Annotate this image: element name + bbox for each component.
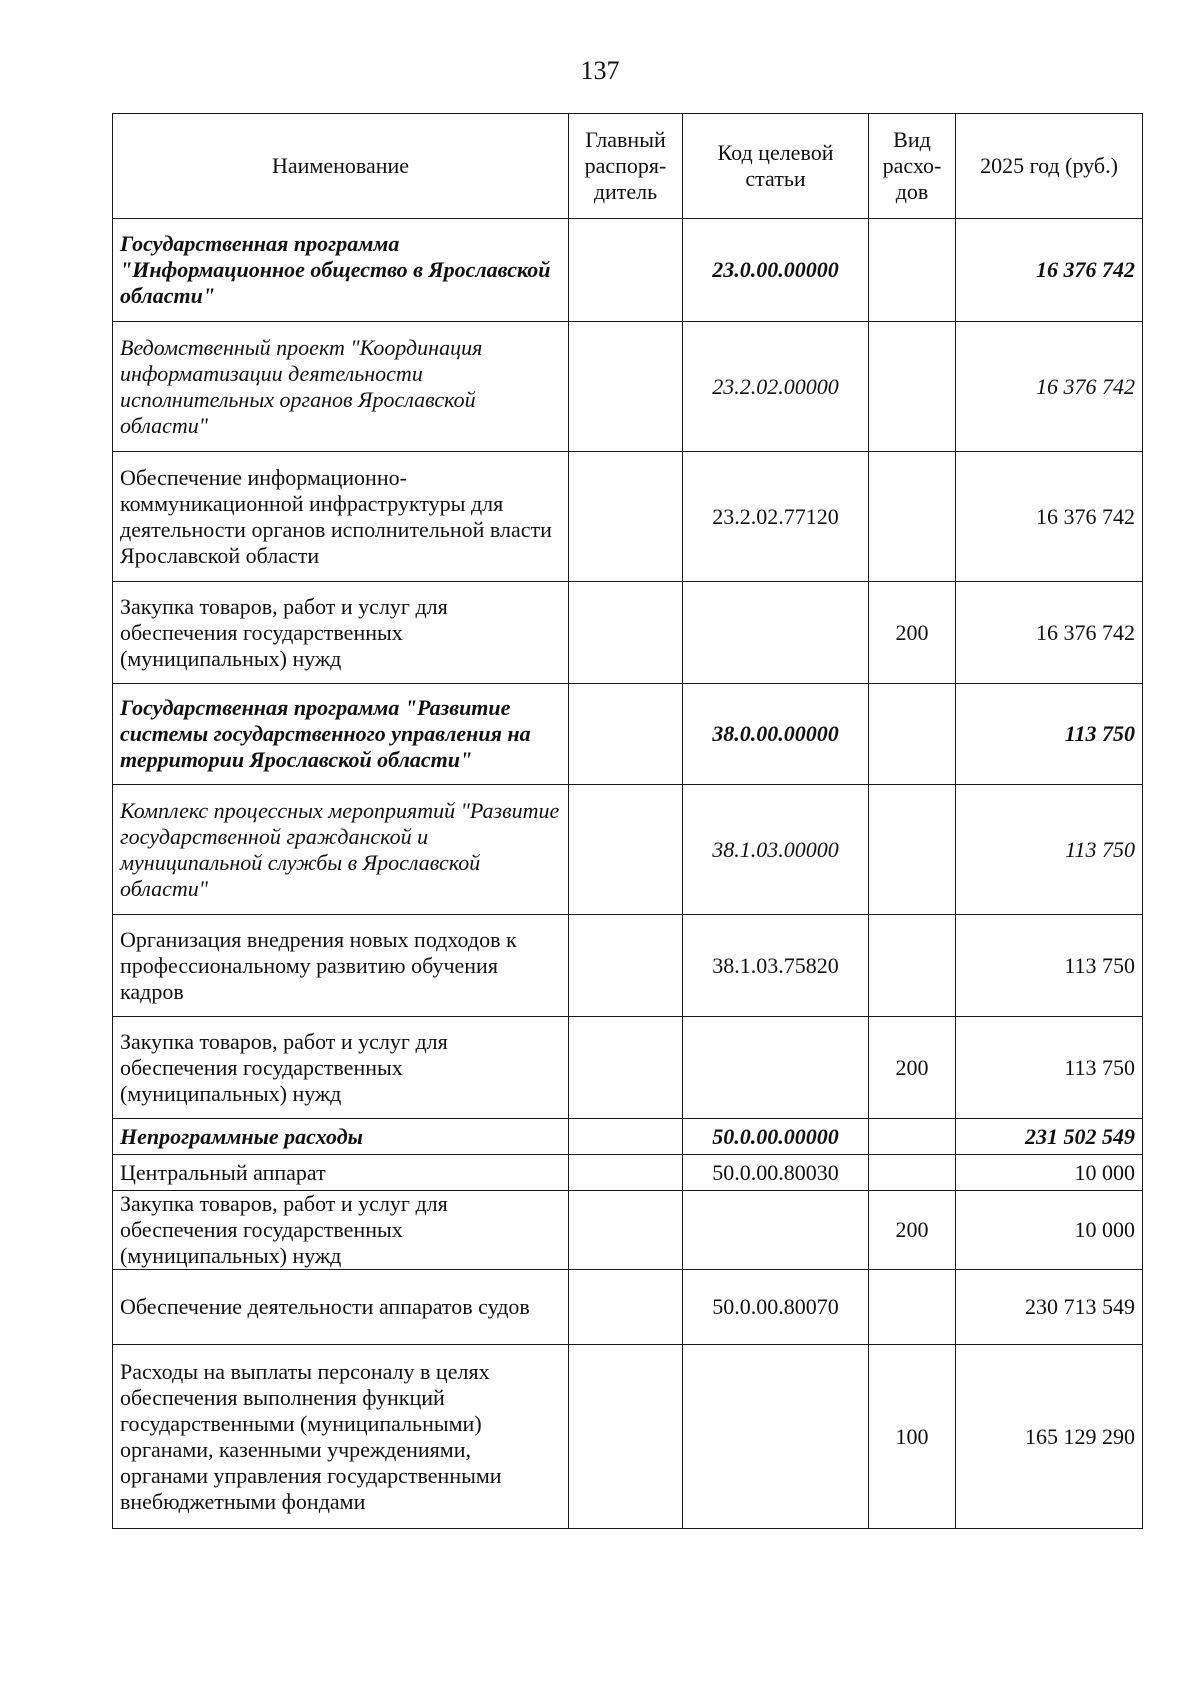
table-row bbox=[113, 452, 1143, 582]
row-type-cell bbox=[869, 219, 956, 322]
row-amount-cell: 10 000 bbox=[956, 1191, 1143, 1270]
row-admin-cell bbox=[569, 1270, 683, 1345]
row-amount-cell: 113 750 bbox=[956, 1017, 1143, 1119]
row-code-cell: 23.2.02.00000 bbox=[683, 322, 869, 452]
table-row bbox=[113, 322, 1143, 452]
row-admin-cell bbox=[569, 1191, 683, 1270]
row-code-cell: 50.0.00.80030 bbox=[683, 1155, 869, 1191]
table-row bbox=[113, 785, 1143, 915]
row-admin-cell bbox=[569, 785, 683, 915]
row-type-cell bbox=[869, 915, 956, 1017]
row-amount-cell: 165 129 290 bbox=[956, 1345, 1143, 1529]
row-amount-cell: 113 750 bbox=[956, 915, 1143, 1017]
budget-table bbox=[112, 113, 1143, 1529]
row-amount-cell: 16 376 742 bbox=[956, 452, 1143, 582]
row-code-cell: 50.0.00.80070 bbox=[683, 1270, 869, 1345]
row-name-cell: Закупка товаров, работ и услуг для обеспечения государственных (муниципальных) нужд bbox=[113, 582, 569, 684]
row-name-cell: Государственная программа "Информационное общество в Ярославской области" bbox=[113, 219, 569, 322]
row-admin-cell bbox=[569, 219, 683, 322]
header-admin: Главный распоря-дитель bbox=[569, 114, 683, 219]
row-type-cell bbox=[869, 452, 956, 582]
header-amount: 2025 год (руб.) bbox=[956, 114, 1143, 219]
table-row bbox=[113, 1119, 1143, 1155]
row-code-cell: 38.0.00.00000 bbox=[683, 684, 869, 785]
row-admin-cell bbox=[569, 1155, 683, 1191]
row-amount-cell: 230 713 549 bbox=[956, 1270, 1143, 1345]
row-name-cell: Расходы на выплаты персоналу в целях обеспечения выполнения функций государственными (муниципальными) органами, казенными учреждениями, органами управления государственными внебюджетными фондами bbox=[113, 1345, 569, 1529]
row-type-cell: 200 bbox=[869, 1017, 956, 1119]
table-row bbox=[113, 219, 1143, 322]
row-code-cell: 38.1.03.00000 bbox=[683, 785, 869, 915]
table-row bbox=[113, 1191, 1143, 1270]
table-row bbox=[113, 915, 1143, 1017]
row-type-cell: 100 bbox=[869, 1345, 956, 1529]
row-type-cell bbox=[869, 684, 956, 785]
row-amount-cell: 16 376 742 bbox=[956, 322, 1143, 452]
row-name-cell: Центральный аппарат bbox=[113, 1155, 569, 1191]
row-type-cell: 200 bbox=[869, 582, 956, 684]
row-type-cell bbox=[869, 1119, 956, 1155]
header-code: Код целевой статьи bbox=[683, 114, 869, 219]
row-amount-cell: 16 376 742 bbox=[956, 219, 1143, 322]
row-name-cell: Ведомственный проект "Координация информатизации деятельности исполнительных органов Ярославской области" bbox=[113, 322, 569, 452]
row-code-cell: 23.0.00.00000 bbox=[683, 219, 869, 322]
header-type: Вид расхо-дов bbox=[869, 114, 956, 219]
row-admin-cell bbox=[569, 1345, 683, 1529]
table-row bbox=[113, 1345, 1143, 1529]
row-name-cell: Закупка товаров, работ и услуг для обеспечения государственных (муниципальных) нужд bbox=[113, 1017, 569, 1119]
row-admin-cell bbox=[569, 1119, 683, 1155]
scan-mark bbox=[100, 1580, 130, 1582]
header-name: Наименование bbox=[113, 114, 569, 219]
row-name-cell: Комплекс процессных мероприятий "Развитие государственной гражданской и муниципальной службы в Ярославской области" bbox=[113, 785, 569, 915]
row-name-cell: Закупка товаров, работ и услуг для обеспечения государственных (муниципальных) нужд bbox=[113, 1191, 569, 1270]
row-amount-cell: 113 750 bbox=[956, 785, 1143, 915]
row-type-cell bbox=[869, 1155, 956, 1191]
row-admin-cell bbox=[569, 582, 683, 684]
row-admin-cell bbox=[569, 684, 683, 785]
row-code-cell: 23.2.02.77120 bbox=[683, 452, 869, 582]
row-admin-cell bbox=[569, 915, 683, 1017]
row-type-cell bbox=[869, 1270, 956, 1345]
row-name-cell: Государственная программа "Развитие системы государственного управления на территории Ярославской области" bbox=[113, 684, 569, 785]
row-name-cell: Непрограммные расходы bbox=[113, 1119, 569, 1155]
row-admin-cell bbox=[569, 452, 683, 582]
row-type-cell: 200 bbox=[869, 1191, 956, 1270]
row-name-cell: Обеспечение информационно-коммуникационной инфраструктуры для деятельности органов исполнительной власти Ярославской области bbox=[113, 452, 569, 582]
row-code-cell: 50.0.00.00000 bbox=[683, 1119, 869, 1155]
row-code-cell bbox=[683, 1017, 869, 1119]
row-name-cell: Обеспечение деятельности аппаратов судов bbox=[113, 1270, 569, 1345]
page-number: 137 bbox=[580, 56, 620, 85]
table-body bbox=[113, 219, 1143, 1529]
row-amount-cell: 10 000 bbox=[956, 1155, 1143, 1191]
row-code-cell bbox=[683, 1191, 869, 1270]
table-row bbox=[113, 1017, 1143, 1119]
row-amount-cell: 113 750 bbox=[956, 684, 1143, 785]
row-name-cell: Организация внедрения новых подходов к профессиональному развитию обучения кадров bbox=[113, 915, 569, 1017]
row-amount-cell: 16 376 742 bbox=[956, 582, 1143, 684]
row-admin-cell bbox=[569, 1017, 683, 1119]
row-amount-cell: 231 502 549 bbox=[956, 1119, 1143, 1155]
row-admin-cell bbox=[569, 322, 683, 452]
row-code-cell: 38.1.03.75820 bbox=[683, 915, 869, 1017]
row-type-cell bbox=[869, 322, 956, 452]
row-code-cell bbox=[683, 582, 869, 684]
row-code-cell bbox=[683, 1345, 869, 1529]
table-header-row bbox=[113, 114, 1143, 219]
table-row bbox=[113, 1155, 1143, 1191]
table-row bbox=[113, 582, 1143, 684]
table-row bbox=[113, 684, 1143, 785]
table-row bbox=[113, 1270, 1143, 1345]
row-type-cell bbox=[869, 785, 956, 915]
